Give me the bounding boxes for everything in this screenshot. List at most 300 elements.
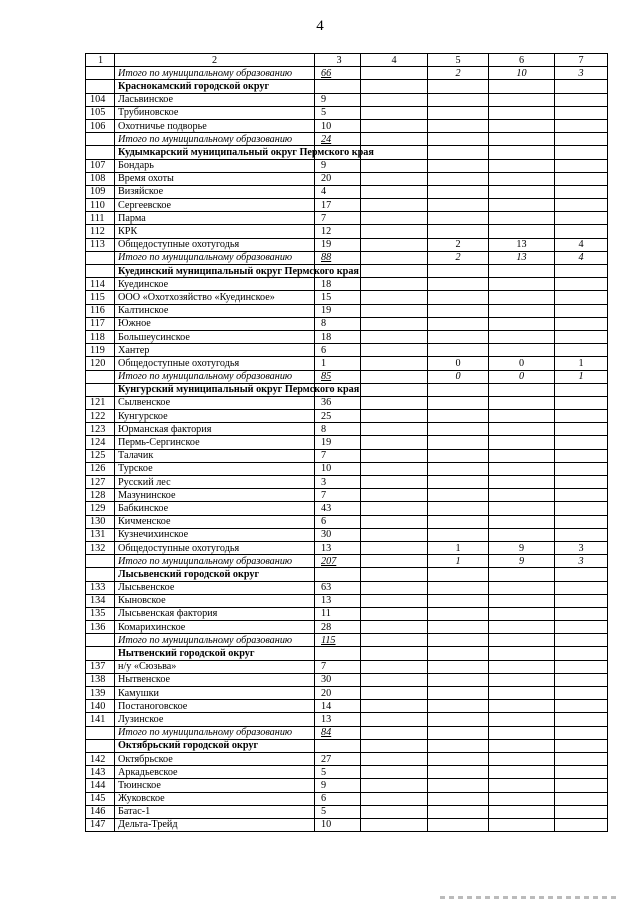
col4-cell (361, 805, 428, 818)
table-row (86, 818, 608, 831)
value-cell: 13 (315, 541, 361, 554)
name-cell: Бондарь (115, 159, 315, 172)
col5-cell (428, 726, 489, 739)
col7-cell (555, 106, 608, 119)
name-cell: Калтинское (115, 304, 315, 317)
col7-cell (555, 212, 608, 225)
name-cell: Итого по муниципальному образованию (115, 67, 315, 80)
col4-cell (361, 673, 428, 686)
table-row (86, 238, 608, 251)
table-row (86, 462, 608, 475)
col7-cell (555, 265, 608, 278)
table-row (86, 344, 608, 357)
col4-cell (361, 436, 428, 449)
col4-cell (361, 67, 428, 80)
name-cell: Бабкинское (115, 502, 315, 515)
value-cell: 20 (315, 687, 361, 700)
col7-cell (555, 291, 608, 304)
col7-cell (555, 607, 608, 620)
col6-cell (489, 410, 555, 423)
section-heading-row (86, 647, 608, 660)
value-cell: 63 (315, 581, 361, 594)
table-row (86, 185, 608, 198)
name-cell: Хантер (115, 344, 315, 357)
row-number-cell (86, 146, 115, 159)
col4-cell (361, 528, 428, 541)
row-number-cell: 115 (86, 291, 115, 304)
value-cell: 6 (315, 515, 361, 528)
table-row (86, 449, 608, 462)
row-number-cell: 108 (86, 172, 115, 185)
row-number-cell: 113 (86, 238, 115, 251)
row-number-cell (86, 370, 115, 383)
col6-cell (489, 700, 555, 713)
col5-cell (428, 146, 489, 159)
col6-cell (489, 621, 555, 634)
col6-cell (489, 752, 555, 765)
col6-cell (489, 687, 555, 700)
value-cell: 10 (315, 119, 361, 132)
col7-cell (555, 752, 608, 765)
col6-cell (489, 660, 555, 673)
col4-cell (361, 238, 428, 251)
col6-cell (489, 172, 555, 185)
row-number-cell: 139 (86, 687, 115, 700)
data-table (85, 53, 608, 832)
col7-cell (555, 278, 608, 291)
row-number-cell: 133 (86, 581, 115, 594)
table-row (86, 330, 608, 343)
table-row (86, 594, 608, 607)
col6-cell (489, 739, 555, 752)
col4-cell (361, 396, 428, 409)
col4-cell (361, 502, 428, 515)
value-cell: 13 (315, 713, 361, 726)
value-cell: 85 (315, 370, 361, 383)
row-number-cell: 127 (86, 476, 115, 489)
row-number-cell: 110 (86, 199, 115, 212)
col7-cell (555, 225, 608, 238)
col5-cell (428, 212, 489, 225)
name-cell: Кичменское (115, 515, 315, 528)
value-cell: 27 (315, 752, 361, 765)
value-cell: 7 (315, 212, 361, 225)
table-row (86, 159, 608, 172)
row-number-cell: 122 (86, 410, 115, 423)
col4-cell (361, 449, 428, 462)
row-number-cell: 124 (86, 436, 115, 449)
table-row (86, 581, 608, 594)
col5-cell (428, 660, 489, 673)
col7-cell (555, 792, 608, 805)
value-cell: 207 (315, 555, 361, 568)
table-row (86, 304, 608, 317)
col6-cell (489, 502, 555, 515)
row-number-cell: 120 (86, 357, 115, 370)
col5-cell (428, 515, 489, 528)
row-number-cell (86, 555, 115, 568)
col7-cell (555, 805, 608, 818)
col6-cell (489, 133, 555, 146)
row-number-cell: 106 (86, 119, 115, 132)
col5-cell: 1 (428, 555, 489, 568)
name-cell: Октябрьский городской округ (115, 739, 315, 752)
col5-cell (428, 752, 489, 765)
col5-cell (428, 199, 489, 212)
col6-cell (489, 185, 555, 198)
name-cell: Кудымкарский муниципальный округ Пермского края (115, 146, 315, 159)
name-cell: Большеусинское (115, 330, 315, 343)
col5-cell (428, 396, 489, 409)
col6-cell (489, 344, 555, 357)
row-number-cell: 126 (86, 462, 115, 475)
table-row (86, 106, 608, 119)
col6-cell (489, 449, 555, 462)
col4-cell (361, 818, 428, 831)
col6-cell (489, 476, 555, 489)
col5-cell (428, 779, 489, 792)
name-cell: Кузнечихинское (115, 528, 315, 541)
col5-cell (428, 93, 489, 106)
col6-cell (489, 607, 555, 620)
col4-cell (361, 726, 428, 739)
value-cell: 9 (315, 93, 361, 106)
col7-cell: 3 (555, 555, 608, 568)
name-cell: Кунгурский муниципальный округ Пермского края (115, 383, 315, 396)
col5-cell (428, 476, 489, 489)
col6-cell (489, 818, 555, 831)
col7-cell (555, 80, 608, 93)
col6-cell: 0 (489, 357, 555, 370)
col4-cell (361, 317, 428, 330)
col4-cell (361, 713, 428, 726)
col6-cell (489, 212, 555, 225)
name-cell: ООО «Охотхозяйство «Куединское» (115, 291, 315, 304)
col4-cell (361, 423, 428, 436)
name-cell: Камушки (115, 687, 315, 700)
value-cell: 6 (315, 792, 361, 805)
col4-cell (361, 766, 428, 779)
col7-cell (555, 621, 608, 634)
col7-cell (555, 594, 608, 607)
col7-cell (555, 146, 608, 159)
row-number-cell (86, 265, 115, 278)
row-number-cell (86, 67, 115, 80)
col6-cell (489, 317, 555, 330)
table-row (86, 528, 608, 541)
col7-cell (555, 317, 608, 330)
col4-cell (361, 133, 428, 146)
table-row (86, 172, 608, 185)
col6-cell (489, 93, 555, 106)
col5-cell (428, 330, 489, 343)
col6-cell (489, 462, 555, 475)
col5-cell (428, 449, 489, 462)
col4-cell (361, 541, 428, 554)
name-cell: Юрманская фактория (115, 423, 315, 436)
col7-cell (555, 436, 608, 449)
col5-cell: 2 (428, 238, 489, 251)
value-cell: 36 (315, 396, 361, 409)
name-cell: Общедоступные охотугодья (115, 541, 315, 554)
col5-cell (428, 119, 489, 132)
col4-cell (361, 462, 428, 475)
value-cell: 66 (315, 67, 361, 80)
col7-cell: 1 (555, 370, 608, 383)
row-number-cell: 146 (86, 805, 115, 818)
col7-cell (555, 489, 608, 502)
col5-cell (428, 291, 489, 304)
col5-cell (428, 265, 489, 278)
col5-cell: 0 (428, 370, 489, 383)
col4-cell (361, 291, 428, 304)
col6-cell (489, 726, 555, 739)
col4-cell (361, 383, 428, 396)
row-number-cell: 118 (86, 330, 115, 343)
col7-cell (555, 396, 608, 409)
col4-cell (361, 185, 428, 198)
row-number-cell: 145 (86, 792, 115, 805)
col7-cell (555, 713, 608, 726)
row-number-cell: 140 (86, 700, 115, 713)
name-cell: Дельта-Трейд (115, 818, 315, 831)
col5-cell: 2 (428, 67, 489, 80)
col7-cell (555, 700, 608, 713)
row-number-cell: 105 (86, 106, 115, 119)
col6-cell: 9 (489, 555, 555, 568)
table-row (86, 119, 608, 132)
value-cell: 25 (315, 410, 361, 423)
subtotal-row (86, 634, 608, 647)
col4-cell (361, 330, 428, 343)
row-number-cell: 109 (86, 185, 115, 198)
col4-cell (361, 304, 428, 317)
col6-cell: 13 (489, 238, 555, 251)
col6-cell (489, 647, 555, 660)
col7-cell (555, 449, 608, 462)
col5-cell (428, 607, 489, 620)
value-cell: 6 (315, 344, 361, 357)
col7-cell (555, 818, 608, 831)
table-row (86, 792, 608, 805)
value-cell: 4 (315, 185, 361, 198)
table-row (86, 805, 608, 818)
col5-cell (428, 687, 489, 700)
name-cell: Охотничье подворье (115, 119, 315, 132)
col6-cell: 9 (489, 541, 555, 554)
name-cell: Итого по муниципальному образованию (115, 555, 315, 568)
value-cell (315, 568, 361, 581)
row-number-cell: 144 (86, 779, 115, 792)
col5-cell (428, 673, 489, 686)
table-row (86, 607, 608, 620)
name-cell: Турское (115, 462, 315, 475)
row-number-cell: 104 (86, 93, 115, 106)
value-cell: 10 (315, 462, 361, 475)
col5-cell (428, 818, 489, 831)
name-cell: Южное (115, 317, 315, 330)
section-heading-row (86, 146, 608, 159)
col5-cell (428, 568, 489, 581)
value-cell (315, 739, 361, 752)
name-cell: Ласьвинское (115, 93, 315, 106)
row-number-cell (86, 647, 115, 660)
value-cell: 18 (315, 330, 361, 343)
col7-cell (555, 515, 608, 528)
col7-cell (555, 344, 608, 357)
col5-cell (428, 317, 489, 330)
col4-cell (361, 370, 428, 383)
value-cell: 5 (315, 805, 361, 818)
row-number-cell (86, 133, 115, 146)
value-cell: 19 (315, 436, 361, 449)
value-cell: 7 (315, 489, 361, 502)
col6-cell (489, 594, 555, 607)
name-cell: Куединское (115, 278, 315, 291)
col5-cell (428, 594, 489, 607)
table-row (86, 541, 608, 554)
table-row (86, 766, 608, 779)
value-cell: 5 (315, 766, 361, 779)
subtotal-row (86, 133, 608, 146)
value-cell: 7 (315, 449, 361, 462)
col4-cell (361, 581, 428, 594)
table-row (86, 476, 608, 489)
col4-cell (361, 357, 428, 370)
col4-cell (361, 594, 428, 607)
col4-cell (361, 752, 428, 765)
col5-cell (428, 528, 489, 541)
col7-cell (555, 687, 608, 700)
row-number-cell: 141 (86, 713, 115, 726)
row-number-cell (86, 568, 115, 581)
row-number-cell: 147 (86, 818, 115, 831)
col7-cell (555, 528, 608, 541)
col5-cell: 2 (428, 251, 489, 264)
col4-cell (361, 265, 428, 278)
section-heading-row (86, 568, 608, 581)
name-cell: Пермь-Сергинское (115, 436, 315, 449)
name-cell: Время охоты (115, 172, 315, 185)
col5-cell (428, 647, 489, 660)
name-cell: Тюинское (115, 779, 315, 792)
col5-cell (428, 159, 489, 172)
col7-cell (555, 647, 608, 660)
col7-cell: 3 (555, 67, 608, 80)
col5-cell (428, 634, 489, 647)
col6-cell (489, 383, 555, 396)
col7-cell: 3 (555, 541, 608, 554)
name-cell: Постаноговское (115, 700, 315, 713)
col7-cell (555, 766, 608, 779)
value-cell: 8 (315, 317, 361, 330)
col6-cell: 13 (489, 251, 555, 264)
col4-cell (361, 739, 428, 752)
name-cell: Сылвенское (115, 396, 315, 409)
scan-artifact-strip (440, 896, 620, 899)
col5-cell (428, 278, 489, 291)
subtotal-row (86, 370, 608, 383)
value-cell: 12 (315, 225, 361, 238)
col4-cell (361, 687, 428, 700)
column-header: 6 (489, 54, 555, 67)
col6-cell (489, 634, 555, 647)
name-cell: Итого по муниципальному образованию (115, 726, 315, 739)
value-cell: 30 (315, 673, 361, 686)
value-cell (315, 647, 361, 660)
col6-cell (489, 528, 555, 541)
table-row (86, 396, 608, 409)
col5-cell (428, 713, 489, 726)
col5-cell (428, 185, 489, 198)
row-number-cell: 128 (86, 489, 115, 502)
col5-cell (428, 766, 489, 779)
value-cell: 10 (315, 818, 361, 831)
table-row (86, 357, 608, 370)
col4-cell (361, 119, 428, 132)
table-row (86, 502, 608, 515)
name-cell: Сергеевское (115, 199, 315, 212)
col7-cell (555, 172, 608, 185)
col4-cell (361, 792, 428, 805)
name-cell: Лысьвенская фактория (115, 607, 315, 620)
value-cell: 7 (315, 660, 361, 673)
row-number-cell: 111 (86, 212, 115, 225)
col5-cell: 0 (428, 357, 489, 370)
name-cell: Итого по муниципальному образованию (115, 251, 315, 264)
table-row (86, 93, 608, 106)
col4-cell (361, 555, 428, 568)
col4-cell (361, 106, 428, 119)
col7-cell (555, 634, 608, 647)
row-number-cell: 137 (86, 660, 115, 673)
col7-cell (555, 119, 608, 132)
value-cell: 88 (315, 251, 361, 264)
section-heading-row (86, 383, 608, 396)
col4-cell (361, 568, 428, 581)
row-number-cell (86, 739, 115, 752)
col4-cell (361, 93, 428, 106)
name-cell: Нытвенское (115, 673, 315, 686)
col5-cell (428, 621, 489, 634)
col6-cell (489, 805, 555, 818)
col5-cell: 1 (428, 541, 489, 554)
col4-cell (361, 647, 428, 660)
name-cell: Итого по муниципальному образованию (115, 133, 315, 146)
col6-cell (489, 80, 555, 93)
value-cell: 13 (315, 594, 361, 607)
row-number-cell: 130 (86, 515, 115, 528)
value-cell: 15 (315, 291, 361, 304)
col6-cell (489, 225, 555, 238)
col6-cell (489, 779, 555, 792)
name-cell: Лысьвенский городской округ (115, 568, 315, 581)
col7-cell (555, 93, 608, 106)
col5-cell (428, 462, 489, 475)
col7-cell: 1 (555, 357, 608, 370)
col4-cell (361, 278, 428, 291)
col5-cell (428, 436, 489, 449)
col6-cell (489, 713, 555, 726)
row-number-cell: 129 (86, 502, 115, 515)
subtotal-row (86, 726, 608, 739)
table-row (86, 199, 608, 212)
name-cell: Аркадьевское (115, 766, 315, 779)
value-cell: 115 (315, 634, 361, 647)
value-cell: 28 (315, 621, 361, 634)
table-row (86, 687, 608, 700)
col4-cell (361, 212, 428, 225)
